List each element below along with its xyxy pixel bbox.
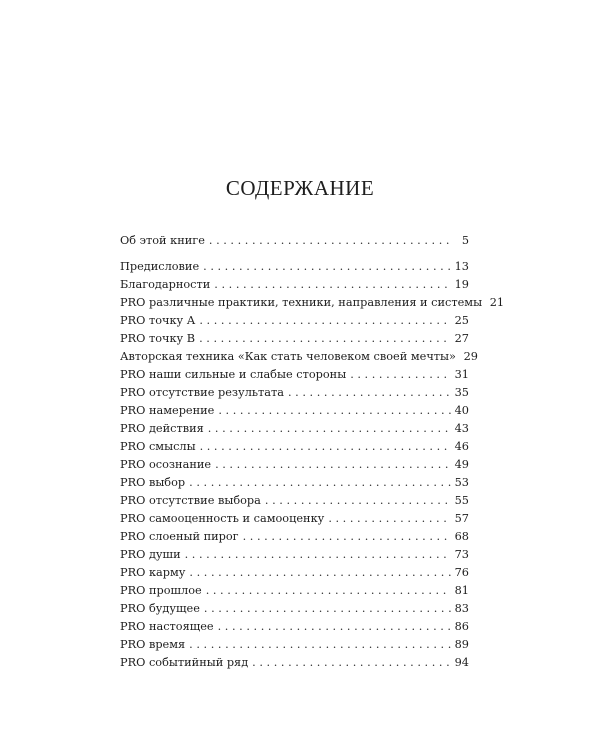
toc-entry-title: PRO слоеный пирог bbox=[120, 530, 239, 543]
dot-leader bbox=[218, 402, 451, 420]
toc-entry[interactable] bbox=[120, 510, 469, 528]
toc-entry-page-number: 25 bbox=[454, 314, 469, 327]
toc-entry[interactable] bbox=[120, 384, 469, 402]
toc-entry-title: PRO карму bbox=[120, 566, 186, 579]
toc-entry[interactable] bbox=[120, 366, 469, 384]
toc-entry-page-number: 86 bbox=[454, 620, 469, 633]
toc-entry-title: PRO будущее bbox=[120, 602, 200, 615]
dot-leader bbox=[189, 636, 451, 654]
dot-leader bbox=[185, 546, 451, 564]
toc-entry-title: PRO выбор bbox=[120, 476, 186, 489]
dot-leader bbox=[252, 654, 451, 672]
table-of-contents bbox=[120, 232, 505, 672]
dot-leader bbox=[206, 582, 451, 600]
toc-entry[interactable] bbox=[120, 654, 469, 672]
toc-entry-title: PRO время bbox=[120, 638, 186, 651]
toc-entry-page-number: 89 bbox=[454, 638, 469, 651]
toc-entry[interactable] bbox=[120, 276, 469, 294]
dot-leader bbox=[189, 474, 451, 492]
toc-entry-title: Об этой книге bbox=[120, 234, 205, 247]
toc-entry[interactable] bbox=[120, 438, 469, 456]
toc-entry[interactable] bbox=[120, 258, 469, 276]
toc-entry-page-number: 21 bbox=[489, 296, 505, 309]
toc-entry-title: PRO действия bbox=[120, 422, 204, 435]
toc-entry[interactable] bbox=[120, 546, 469, 564]
toc-entry-page-number: 5 bbox=[461, 234, 469, 247]
toc-entry-title: PRO настоящее bbox=[120, 620, 214, 633]
dot-leader bbox=[328, 510, 451, 528]
toc-entry[interactable] bbox=[120, 636, 469, 654]
toc-entry-title: Предисловие bbox=[120, 260, 200, 273]
toc-entry[interactable] bbox=[120, 232, 469, 250]
toc-entry-page-number: 53 bbox=[454, 476, 469, 489]
dot-leader bbox=[204, 600, 451, 618]
toc-entry-title: PRO самооценность и самооценку bbox=[120, 512, 325, 525]
toc-entry-page-number: 76 bbox=[454, 566, 469, 579]
toc-entry-page-number: 27 bbox=[454, 332, 469, 345]
toc-entry-page-number: 40 bbox=[454, 404, 469, 417]
toc-entry[interactable] bbox=[120, 474, 469, 492]
dot-leader bbox=[265, 492, 451, 510]
toc-entry-page-number: 31 bbox=[454, 368, 469, 381]
toc-entry-title: PRO осознание bbox=[120, 458, 212, 471]
toc-entry-title: PRO различные практики, техники, направления и системы bbox=[120, 296, 483, 309]
toc-entry[interactable] bbox=[120, 528, 469, 546]
dot-leader bbox=[288, 384, 451, 402]
toc-entry[interactable] bbox=[120, 618, 469, 636]
toc-entry-title: Благодарности bbox=[120, 278, 211, 291]
dot-leader bbox=[209, 232, 451, 250]
dot-leader bbox=[214, 276, 451, 294]
toc-entry[interactable] bbox=[120, 582, 469, 600]
toc-entry[interactable] bbox=[120, 312, 469, 330]
toc-entry[interactable] bbox=[120, 600, 469, 618]
dot-leader bbox=[208, 420, 451, 438]
toc-entry-title: PRO отсутствие результата bbox=[120, 386, 284, 399]
dot-leader bbox=[243, 528, 451, 546]
toc-entry-page-number: 55 bbox=[454, 494, 469, 507]
toc-entry[interactable] bbox=[120, 564, 469, 582]
page-title: СОДЕРЖАНИЕ bbox=[225, 176, 375, 200]
toc-entry-page-number: 49 bbox=[454, 458, 469, 471]
toc-entry-title: PRO прошлое bbox=[120, 584, 202, 597]
toc-entry-title: Авторская техника «Как стать человеком своей мечты» bbox=[120, 350, 456, 363]
toc-entry-page-number: 35 bbox=[454, 386, 469, 399]
toc-entry-page-number: 81 bbox=[454, 584, 469, 597]
toc-entry-page-number: 19 bbox=[454, 278, 469, 291]
dot-leader bbox=[203, 258, 451, 276]
toc-entry-title: PRO намерение bbox=[120, 404, 215, 417]
dot-leader bbox=[200, 438, 451, 456]
toc-entry[interactable] bbox=[120, 330, 469, 348]
toc-entry-title: PRO событийный ряд bbox=[120, 656, 249, 669]
toc-entry-page-number: 83 bbox=[454, 602, 469, 615]
toc-entry-page-number: 29 bbox=[463, 350, 478, 363]
toc-entry-title: PRO души bbox=[120, 548, 181, 561]
toc-entry[interactable] bbox=[120, 348, 478, 366]
dot-leader bbox=[199, 312, 451, 330]
toc-entry-page-number: 43 bbox=[454, 422, 469, 435]
dot-leader bbox=[199, 330, 451, 348]
toc-entry-page-number: 68 bbox=[454, 530, 469, 543]
dot-leader bbox=[215, 456, 451, 474]
toc-entry-page-number: 94 bbox=[454, 656, 469, 669]
dot-leader bbox=[189, 564, 451, 582]
toc-entry-title: PRO смыслы bbox=[120, 440, 196, 453]
toc-entry[interactable] bbox=[120, 420, 469, 438]
toc-entry-page-number: 57 bbox=[454, 512, 469, 525]
toc-entry-page-number: 13 bbox=[454, 260, 469, 273]
toc-entry-title: PRO наши сильные и слабые стороны bbox=[120, 368, 347, 381]
toc-entry-page-number: 73 bbox=[454, 548, 469, 561]
dot-leader bbox=[350, 366, 451, 384]
toc-entry[interactable] bbox=[120, 456, 469, 474]
toc-entry-title: PRO отсутствие выбора bbox=[120, 494, 261, 507]
toc-entry-title: PRO точку А bbox=[120, 314, 196, 327]
toc-entry-page-number: 46 bbox=[454, 440, 469, 453]
toc-entry[interactable] bbox=[120, 402, 469, 420]
toc-entry-title: PRO точку В bbox=[120, 332, 196, 345]
toc-entry[interactable] bbox=[120, 294, 505, 312]
toc-entry[interactable] bbox=[120, 492, 469, 510]
dot-leader bbox=[218, 618, 451, 636]
